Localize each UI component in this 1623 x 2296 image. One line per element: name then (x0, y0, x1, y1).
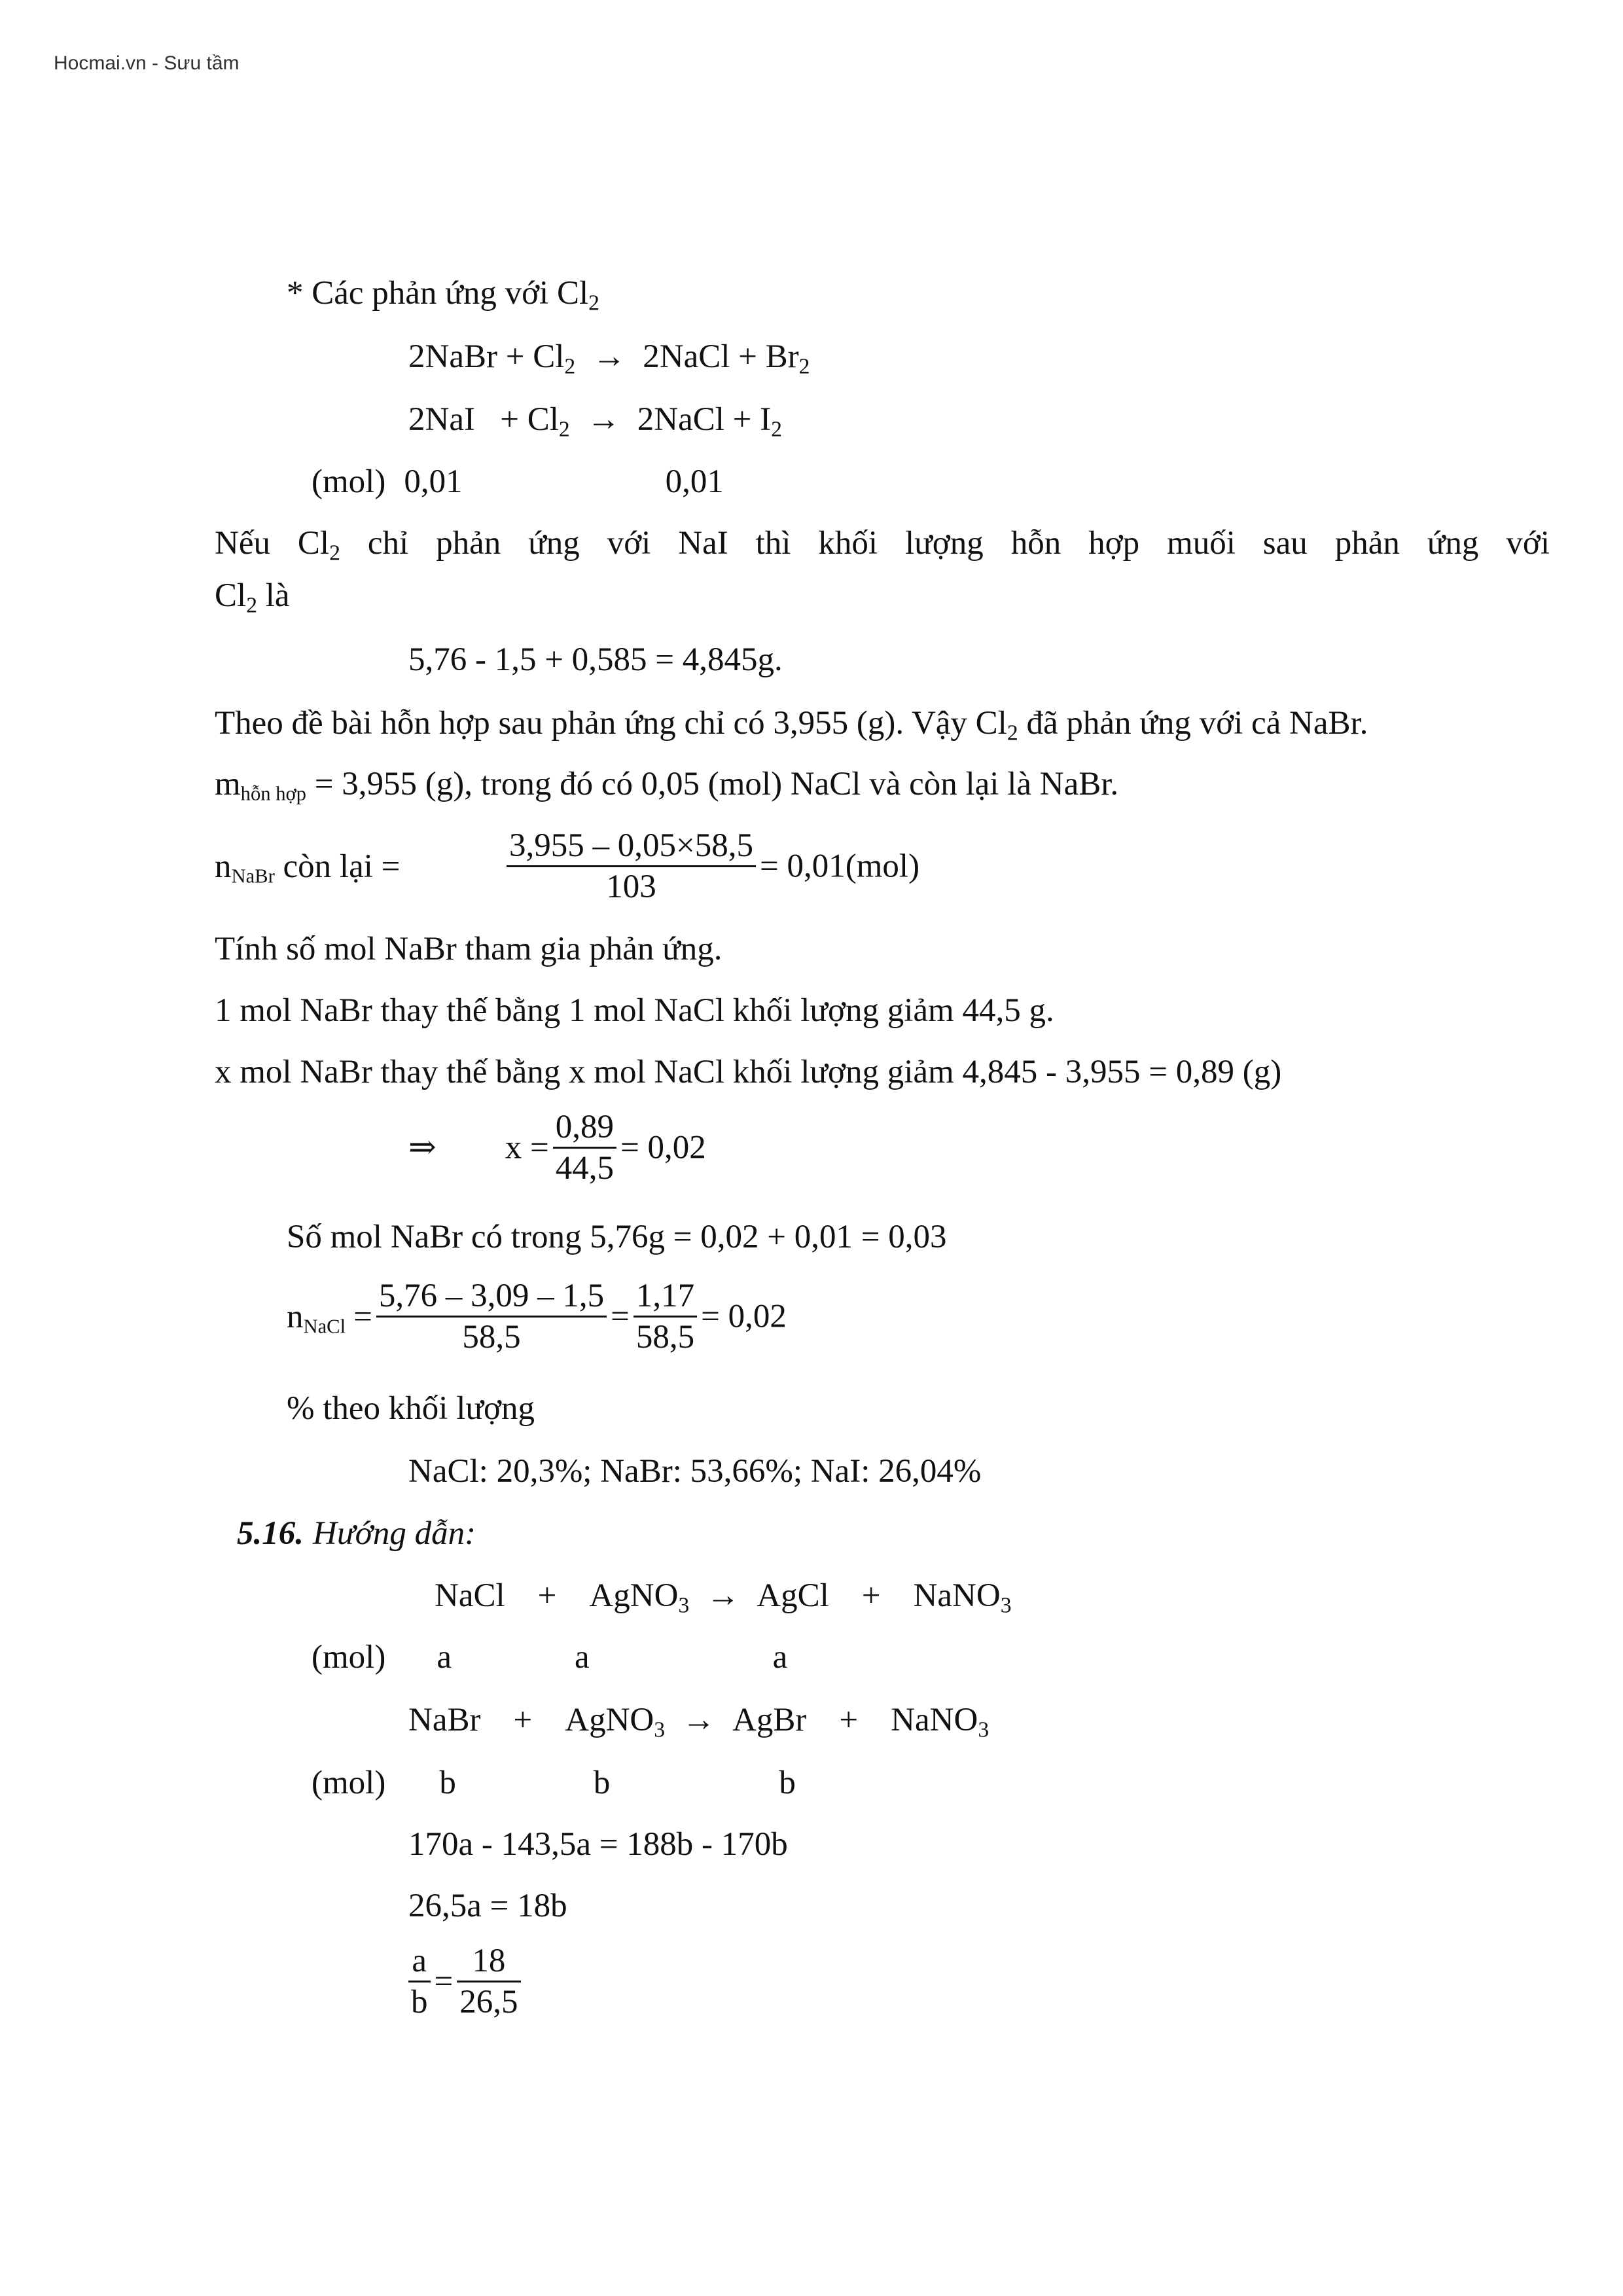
x-calculation: ⇒ x = $\frac{0,89}{44,5}$ = 0,02 (408, 1109, 706, 1187)
n-nabr-remaining: $n_{NaBr}$ còn lại = $\frac{3,955 - 0,05\times 58,5}{103}$ = 0,01(mol) (215, 827, 920, 905)
section-5-16-heading: 5.16. Hướng dẫn: (237, 1515, 476, 1552)
paragraph-theo-de-bai: Theo đề bài hỗn hợp sau phản ứng chỉ có 3,955 (g). Vậy $Cl_2$ đã phản ứng với cả NaBr. (215, 705, 1368, 745)
paragraph-cl2-nai: Nếu $Cl_2$ chỉ phản ứng với NaI thì khối lượng hỗn hợp muối sau phản ứng với (215, 525, 1550, 565)
n-nacl-calculation: $n_{NaCl}$ = $\frac{5,76 - 3,09 - 1,5}{58,5}$ = $\frac{1,17}{58,5}$ = 0,02 (287, 1278, 787, 1355)
arrow-icon: → (682, 1702, 716, 1738)
fraction-18-26-5: $\frac{18}{26,5}$ (457, 1941, 520, 2022)
fraction-nabr: $\frac{3,955 - 0,05\times 58,5}{103}$ (507, 826, 756, 906)
line-tinh-so-mol: Tính số mol NaBr tham gia phản ứng. (215, 931, 722, 967)
reaction-nabr-cl2: 2NaBr + $Cl_2$ → 2NaCl + $Br_2$ (408, 338, 810, 379)
reactions-heading: * Các phản ứng với $Cl_2$ (287, 275, 599, 315)
line-so-mol-nabr: Số mol NaBr có trong 5,76g = 0,02 + 0,01 = 0,03 (287, 1219, 947, 1255)
reaction-nai-cl2: $2NaI + Cl_2$ → 2NaCl + $I_2$ (408, 401, 782, 442)
equation-26-5a: 26,5a = 18b (408, 1888, 567, 1924)
arrow-icon: → (592, 338, 626, 375)
fraction-a-b: $\frac{a}{b}$ (408, 1941, 431, 2022)
paragraph-cl2-line2: $Cl_2$ là (215, 577, 290, 618)
calc-mass-1: 5,76 - 1,5 + 0,585 = 4,845g. (408, 641, 783, 678)
line-x-mol: x mol NaBr thay thế bằng x mol NaCl khối lượng giảm 4,845 - 3,955 = 0,89 (g) (215, 1054, 1282, 1090)
fraction-x: $\frac{0,89}{44,5}$ (553, 1107, 616, 1188)
arrow-icon: → (586, 401, 620, 438)
fraction-nacl-2: $\frac{1,17}{58,5}$ (633, 1276, 697, 1357)
percent-values: NaCl: 20,3%; NaBr: 53,66%; NaI: 26,04% (408, 1453, 982, 1490)
reaction-nacl-agno3: NaCl + AgNO$_3$ → AgCl + NaNO$_3$ (435, 1577, 1012, 1618)
line-1-mol: 1 mol NaBr thay thế bằng 1 mol NaCl khối lượng giảm 44,5 g. (215, 992, 1054, 1029)
ratio-a-b: $\frac{a}{b}$ = $\frac{18}{26,5}$ (408, 1941, 525, 2022)
arrow-icon: → (706, 1577, 740, 1614)
paragraph-m-hon-hop: $m_{hỗn hợp} = 3,955$ (g), trong đó có 0,05 (mol) NaCl và còn lại là NaBr. (215, 766, 1119, 805)
percent-heading: % theo khối lượng (287, 1390, 535, 1427)
mol-row-cl2: (mol) 0,01 0,01 (312, 463, 724, 500)
mol-row-b: (mol) b b b (312, 1765, 796, 1801)
mol-row-a: (mol) a a a (312, 1639, 788, 1676)
equation-mass-diff: 170a - 143,5a = 188b - 170b (408, 1826, 788, 1863)
fraction-nacl-1: $\frac{5,76 - 3,09 - 1,5}{58,5}$ (376, 1276, 607, 1357)
page-header-source: Hocmai.vn - Sưu tầm (54, 52, 240, 74)
reaction-nabr-agno3: NaBr + AgNO$_3$ → AgBr + NaNO$_3$ (408, 1702, 990, 1742)
